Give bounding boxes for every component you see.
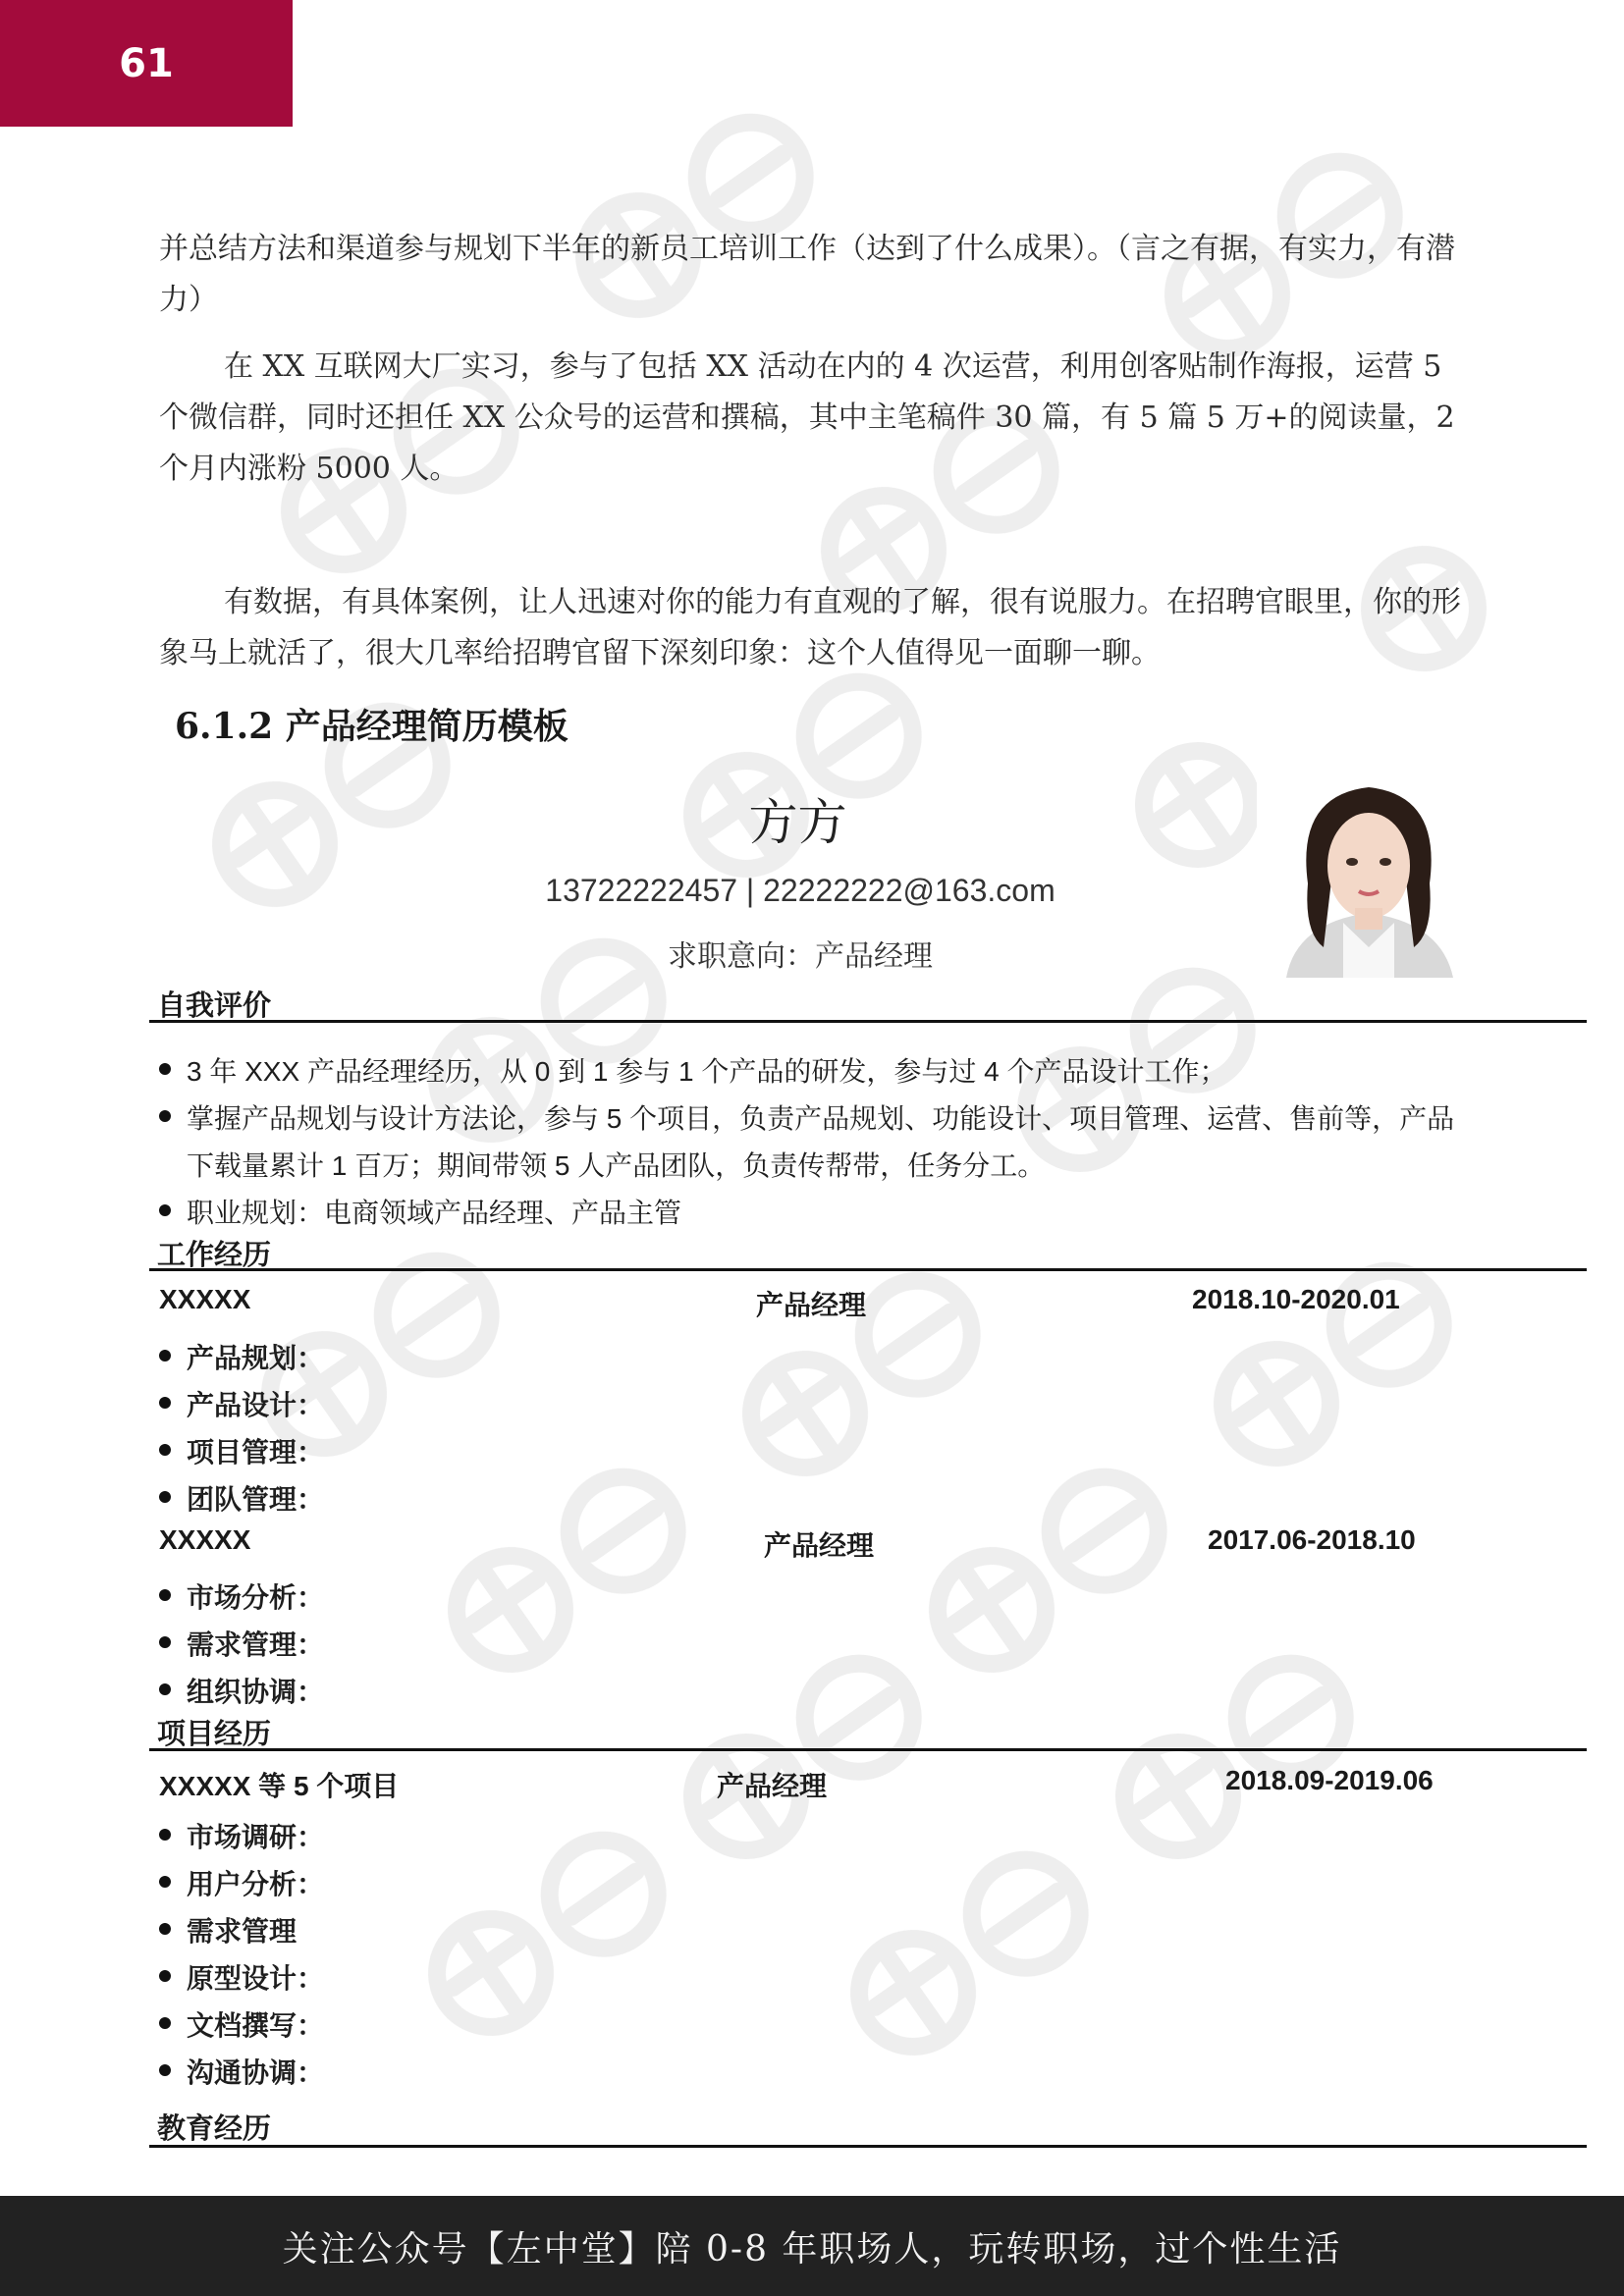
work-divider: [149, 1268, 1587, 1271]
bullet-icon: [159, 1110, 171, 1122]
self-eval-item-3-text: 职业规划：电商领域产品经理、产品主管: [187, 1198, 682, 1228]
work-2-bullet-1: [159, 1576, 324, 1616]
project-bullet-5-text: 文档撰写：: [187, 2010, 325, 2041]
page-number-badge: [0, 0, 293, 127]
project-bullet-3-text: 需求管理: [187, 1916, 298, 1947]
self-eval-divider: [149, 1020, 1587, 1023]
profile-photo: [1257, 775, 1481, 978]
bullet-icon: [159, 1204, 171, 1216]
project-bullet-5: [159, 2004, 324, 2044]
bullet-icon: [159, 1636, 171, 1648]
project-bullet-3: [159, 1910, 297, 1949]
work-1-bullet-1: [159, 1337, 324, 1376]
footer-banner: [0, 2196, 1624, 2296]
intro-paragraph-2: 在 XX 互联网大厂实习，参与了包括 XX 活动在内的 4 次运营，利用创客贴制作海报，运营 5 个微信群，同时还担任 XX 公众号的运营和撰稿，其中主笔稿件 30 篇，有 5 篇 5 万+的阅读量，2 个月内涨粉 5000 人。: [159, 349, 1455, 486]
work-2-bullet-3-text: 组织协调：: [187, 1677, 325, 1707]
education-divider: [149, 2145, 1587, 2148]
work-2-period: 2017.06-2018.10: [1208, 1524, 1416, 1555]
section-heading: 6.1.2 产品经理简历模板: [175, 706, 568, 747]
self-eval-item-2-continuation: 下载量累计 1 百万；期间带领 5 人产品团队，负责传帮带，任务分工。: [187, 1150, 1046, 1181]
bullet-icon: [159, 2064, 171, 2076]
page-number: 61: [119, 40, 174, 86]
work-1-role: 产品经理: [756, 1290, 867, 1320]
resume-job-intent: 求职意向：产品经理: [668, 940, 933, 973]
self-eval-item-1-text: 3 年 XXX 产品经理经历，从 0 到 1 参与 1 个产品的研发，参与过 4 个产品设计工作；: [187, 1056, 1227, 1087]
resume-name: 方方: [748, 795, 847, 850]
work-1-bullet-4-text: 团队管理：: [187, 1484, 325, 1515]
bullet-icon: [159, 1829, 171, 1841]
self-eval-item-3: [159, 1192, 681, 1231]
bullet-icon: [159, 1923, 171, 1935]
project-bullet-6-text: 沟通协调：: [187, 2057, 325, 2088]
project-bullet-4: [159, 1957, 324, 1997]
bullet-icon: [159, 1397, 171, 1409]
work-1-bullet-3: [159, 1431, 324, 1470]
project-period: 2018.09-2019.06: [1225, 1765, 1434, 1795]
project-bullet-1: [159, 1816, 324, 1855]
project-name: XXXXX 等 5 个项目: [159, 1771, 400, 1801]
work-2-bullet-1-text: 市场分析：: [187, 1582, 325, 1613]
intro-paragraph-3: 有数据，有具体案例，让人迅速对你的能力有直观的了解，很有说服力。在招聘官眼里，你的形象马上就活了，很大几率给招聘官留下深刻印象：这个人值得见一面聊一聊。: [159, 585, 1461, 670]
bullet-icon: [159, 2017, 171, 2029]
projects-heading: 项目经历: [157, 1719, 272, 1750]
bullet-icon: [159, 1063, 171, 1075]
bullet-icon: [159, 1491, 171, 1503]
work-1-bullet-2-text: 产品设计：: [187, 1390, 325, 1420]
work-1-period: 2018.10-2020.01: [1192, 1284, 1400, 1314]
work-2-bullet-2: [159, 1624, 324, 1663]
work-1-bullet-4: [159, 1478, 324, 1518]
work-2-role: 产品经理: [764, 1530, 875, 1561]
projects-divider: [149, 1748, 1587, 1751]
footer-text: 关注公众号【左中堂】陪 0-8 年职场人，玩转职场，过个性生活: [282, 2228, 1342, 2269]
self-eval-heading: 自我评价: [157, 990, 272, 1022]
work-1-bullet-1-text: 产品规划：: [187, 1343, 325, 1373]
project-bullet-2-text: 用户分析：: [187, 1869, 325, 1899]
project-bullet-4-text: 原型设计：: [187, 1963, 325, 1994]
bullet-icon: [159, 1876, 171, 1888]
intro-paragraph-1: 并总结方法和渠道参与规划下半年的新员工培训工作（达到了什么成果）。（言之有据，有实力，有潜力）: [159, 232, 1455, 317]
work-2-bullet-2-text: 需求管理：: [187, 1629, 325, 1660]
work-1-bullet-3-text: 项目管理：: [187, 1437, 325, 1468]
project-role: 产品经理: [717, 1771, 828, 1801]
resume-contact: 13722222457 | 22222222@163.com: [545, 873, 1056, 908]
self-eval-item-2-text: 掌握产品规划与设计方法论，参与 5 个项目，负责产品规划、功能设计、项目管理、运营、售前等，产品: [187, 1103, 1455, 1134]
work-2-bullet-3: [159, 1671, 324, 1710]
bullet-icon: [159, 1683, 171, 1695]
work-2-company: XXXXX: [159, 1524, 251, 1555]
self-eval-item-2: [159, 1097, 1454, 1137]
bullet-icon: [159, 1589, 171, 1601]
self-eval-item-1: [159, 1050, 1226, 1090]
project-bullet-1-text: 市场调研：: [187, 1822, 325, 1852]
work-heading: 工作经历: [157, 1240, 272, 1271]
bullet-icon: [159, 1444, 171, 1456]
bullet-icon: [159, 1970, 171, 1982]
bullet-icon: [159, 1350, 171, 1362]
work-1-bullet-2: [159, 1384, 324, 1423]
project-bullet-2: [159, 1863, 324, 1902]
project-bullet-6: [159, 2052, 324, 2091]
education-heading: 教育经历: [157, 2113, 272, 2145]
work-1-company: XXXXX: [159, 1284, 251, 1314]
